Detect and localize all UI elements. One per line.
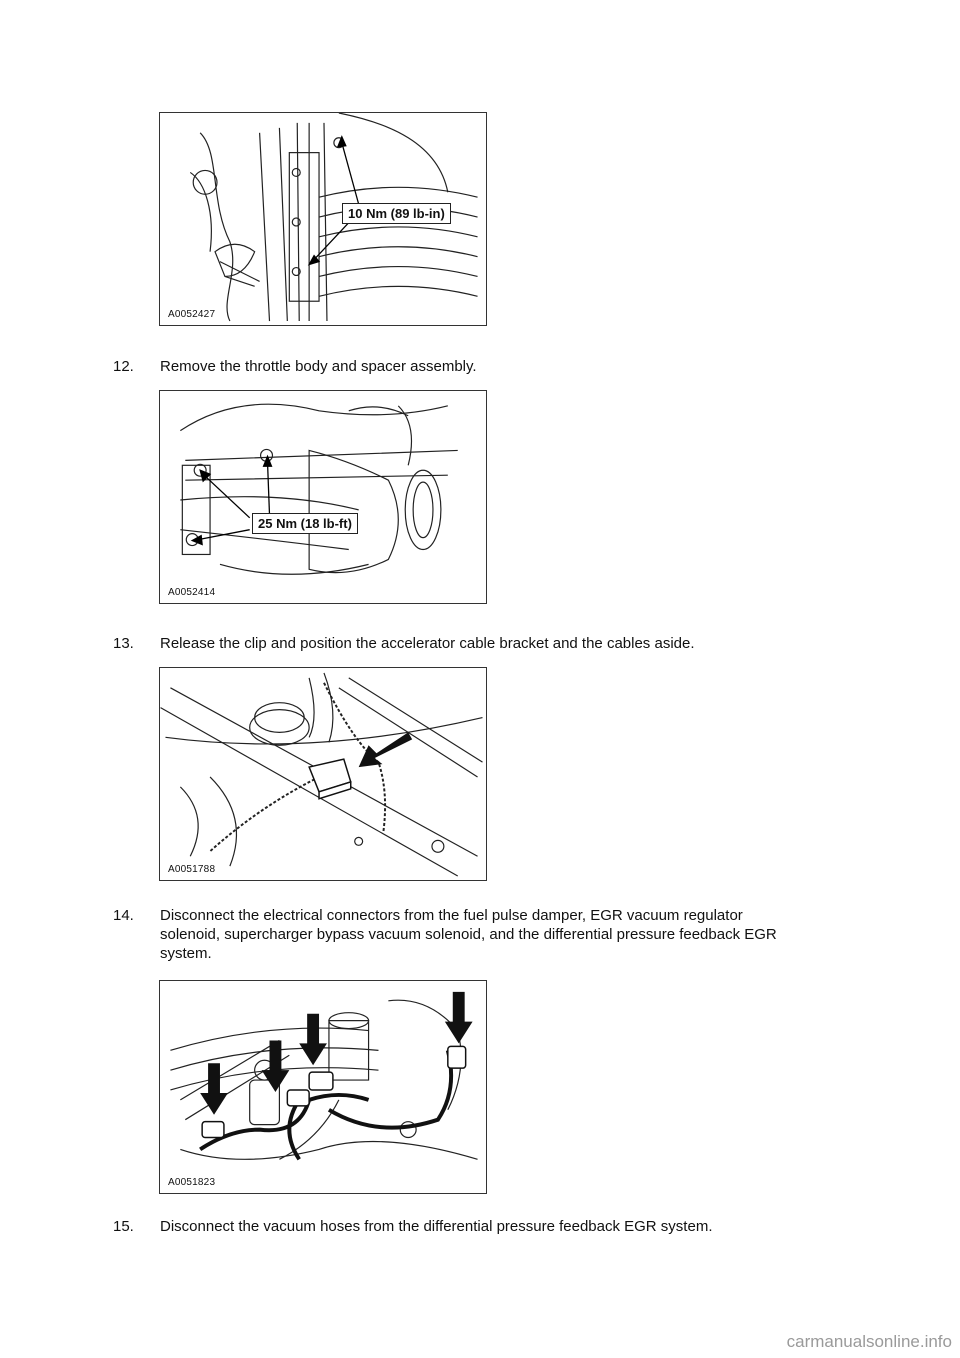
figure-id: A0051788 [168, 864, 216, 875]
step-number: 12. [113, 358, 134, 375]
step-text: Disconnect the electrical connectors from the fuel pulse damper, EGR vacuum regulator solenoid, supercharger bypass vacuum solenoid, and the differential pressure feedback EGR system. [160, 907, 777, 962]
throttle-body-illustration [160, 391, 486, 603]
step-number: 14. [113, 907, 134, 924]
figure-id: A0052427 [168, 309, 216, 320]
step-text: Disconnect the vacuum hoses from the differential pressure feedback EGR system. [160, 1218, 713, 1235]
step-number: 15. [113, 1218, 134, 1235]
torque-callout: 25 Nm (18 lb-ft) [252, 513, 358, 534]
figure-id: A0051823 [168, 1177, 216, 1188]
step-text: Release the clip and position the accelerator cable bracket and the cables aside. [160, 635, 695, 652]
figure-id: A0052414 [168, 587, 216, 598]
watermark-footer: carmanualsonline.info [786, 1332, 952, 1351]
step-12 [113, 357, 803, 376]
torque-callout: 10 Nm (89 lb-in) [342, 203, 451, 224]
step-number: 13. [113, 635, 134, 652]
figure-electrical-connectors [159, 980, 487, 1194]
figure-cable-bracket [159, 667, 487, 881]
step-14 [113, 906, 803, 963]
step-15 [113, 1217, 803, 1236]
step-13 [113, 634, 803, 653]
cable-bracket-illustration [160, 668, 486, 880]
figure-throttle-body [159, 390, 487, 604]
step-text: Remove the throttle body and spacer assembly. [160, 358, 477, 375]
connectors-illustration [160, 981, 486, 1193]
figure-throttle-bolts [159, 112, 487, 326]
